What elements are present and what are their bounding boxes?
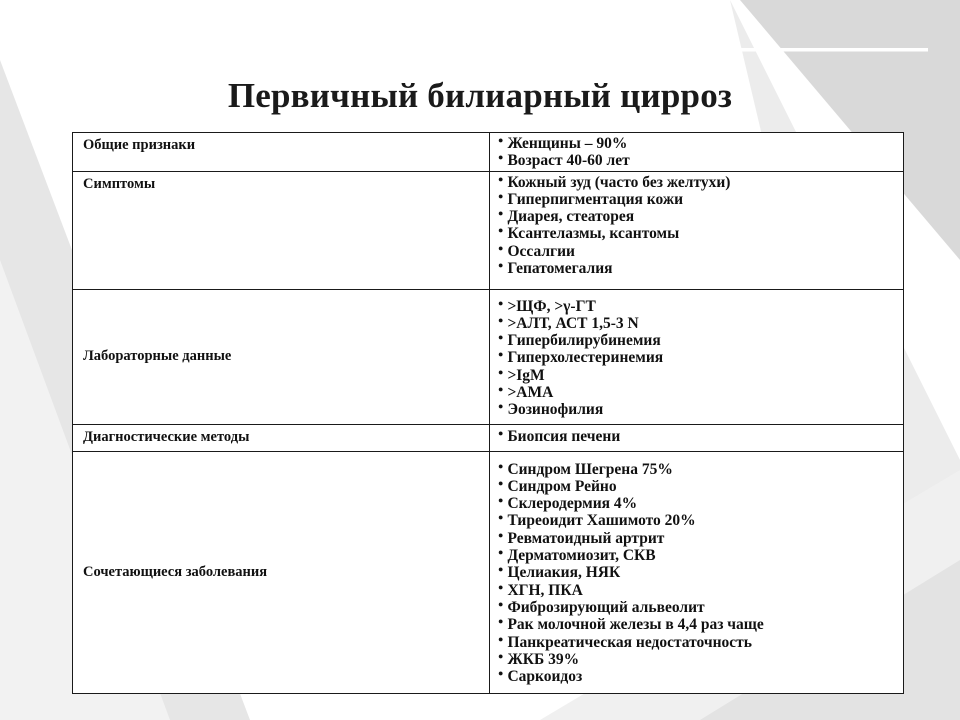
bullet-icon: ●: [498, 616, 504, 627]
bullet-icon: ●: [498, 650, 504, 661]
list-item: ● Панкреатическая недостаточность: [498, 633, 752, 651]
list-item: ● Рак молочной железы в 4,4 раз чаще: [498, 616, 764, 634]
bullet-icon: ●: [498, 460, 504, 471]
row-items-lab: [490, 289, 904, 424]
bullet-icon: ●: [498, 529, 504, 540]
list-item: ● >ЩФ, >γ-ГТ: [498, 297, 596, 315]
list-item: ● ЖКБ 39%: [498, 650, 580, 668]
list-item: ● Целиакия, НЯК: [498, 564, 621, 582]
list-item: ● >IgM: [498, 366, 545, 384]
list-item: ● >AMA: [498, 384, 554, 402]
table-row: [73, 171, 904, 289]
bullet-icon: ●: [498, 135, 504, 145]
table-row: [73, 451, 904, 693]
list-item: ● Диарея, стеаторея: [498, 208, 635, 226]
bullet-icon: ●: [498, 242, 504, 253]
slide-title: Первичный билиарный цирроз: [227, 76, 733, 115]
bullet-icon: ●: [498, 297, 504, 308]
table-row: [73, 424, 904, 451]
bullet-icon: ●: [498, 427, 504, 438]
list-item: ● Ксантелазмы, ксантомы: [498, 225, 680, 243]
bullet-icon: ●: [498, 477, 504, 488]
bullet-icon: ●: [498, 633, 504, 644]
table-row: [73, 133, 904, 172]
bullet-icon: ●: [498, 366, 504, 377]
row-label-diagnostic: Диагностические методы: [73, 424, 490, 451]
row-items-general: [490, 133, 904, 172]
bullet-icon: ●: [498, 332, 504, 343]
list-item: ● Гиперхолестеринемия: [498, 349, 664, 367]
row-items-symptoms: [490, 171, 904, 289]
bullet-icon: ●: [498, 152, 504, 163]
bullet-icon: ●: [498, 401, 504, 412]
list-item: ● Возраст 40-60 лет: [498, 152, 630, 170]
row-label-general: Общие признаки: [73, 133, 490, 172]
bullet-icon: ●: [498, 512, 504, 523]
bullet-icon: ●: [498, 173, 504, 184]
header-accent-line: [740, 48, 928, 52]
bullet-icon: ●: [498, 547, 504, 558]
bullet-icon: ●: [498, 495, 504, 506]
list-item: ● Эозинофилия: [498, 401, 604, 419]
list-item: ● Саркоидоз: [498, 668, 583, 686]
row-label-lab: Лабораторные данные: [73, 289, 490, 424]
bullet-icon: ●: [498, 260, 504, 271]
list-item: ● Оссалгии: [498, 242, 575, 260]
bullet-icon: ●: [498, 349, 504, 360]
pbc-features-table: [72, 132, 904, 694]
list-item: ● >АЛТ, АСТ 1,5-3 N: [498, 314, 639, 332]
bullet-icon: ●: [498, 190, 504, 201]
list-item: ● Синдром Шегрена 75%: [498, 460, 673, 478]
list-item: ● Синдром Рейно: [498, 477, 617, 495]
bullet-icon: ●: [498, 668, 504, 679]
table-row: [73, 289, 904, 424]
bullet-icon: ●: [498, 384, 504, 395]
bullet-icon: ●: [498, 564, 504, 575]
list-item: ● Гипербилирубинемия: [498, 332, 661, 350]
list-item: ● Дерматомиозит, СКВ: [498, 547, 656, 565]
list-item: ● Кожный зуд (часто без желтухи): [498, 173, 731, 191]
list-item: ● Фиброзирующий альвеолит: [498, 598, 705, 616]
row-label-symptoms: Симптомы: [73, 171, 490, 289]
list-item: ● ХГН, ПКА: [498, 581, 583, 599]
row-label-associated: Сочетающиеся заболевания: [73, 451, 490, 693]
bullet-icon: ●: [498, 225, 504, 236]
row-items-diagnostic: [490, 424, 904, 451]
bullet-icon: ●: [498, 208, 504, 219]
list-item: ● Гиперпигментация кожи: [498, 190, 684, 208]
bullet-icon: ●: [498, 598, 504, 609]
list-item: ● Ревматоидный артрит: [498, 529, 665, 547]
list-item: ● Биопсия печени: [498, 427, 621, 445]
row-items-associated: [490, 451, 904, 693]
list-item: ● Женщины – 90%: [498, 135, 628, 152]
list-item: ● Склеродермия 4%: [498, 495, 638, 513]
list-item: ● Тиреоидит Хашимото 20%: [498, 512, 696, 530]
list-item: ● Гепатомегалия: [498, 260, 613, 278]
bullet-icon: ●: [498, 581, 504, 592]
bullet-icon: ●: [498, 314, 504, 325]
